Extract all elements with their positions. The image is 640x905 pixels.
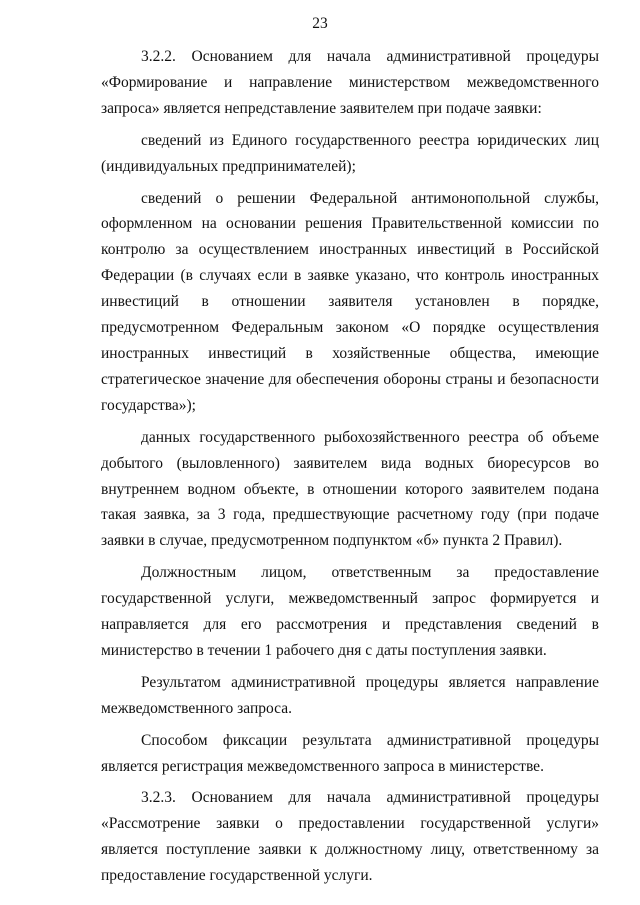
paragraph-fishery-registry-item: данных государственного рыбохозяйственного реестра об объеме добытого (выловленного) заявителем вида водных биоресурсов во внутреннем водном объекте, в отношении которого заявителем подана такая заявка, за 3 года, предшествующие расчетному году (при подаче заявки в случае, предусмотренном подпунктом «б» пункта 2 Правил).: [101, 428, 599, 550]
paragraph-result-fixation: Способом фиксации результата административной процедуры является регистрация межведомственного запроса в министерстве.: [101, 731, 599, 775]
paragraph-procedure-result: Результатом административной процедуры является направление межведомственного запроса.: [101, 673, 599, 717]
page-number: 23: [312, 15, 328, 32]
paragraph-3-2-2-intro: 3.2.2. Основанием для начала административной процедуры «Формирование и направление министерством межведомственного запроса» является непредставление заявителем при подаче заявки:: [101, 48, 599, 117]
paragraph-3-2-3-intro: 3.2.3. Основанием для начала административной процедуры «Рассмотрение заявки о предоставлении государственной услуги» является поступление заявки к должностному лицу, ответственному за предоставление государственной услуги.: [101, 789, 599, 885]
paragraph-egrul-item: сведений из Единого государственного реестра юридических лиц (индивидуальных предпринимателей);: [101, 131, 599, 175]
document-body: [101, 44, 599, 895]
paragraph-official-request: Должностным лицом, ответственным за предоставление государственной услуги, межведомственный запрос формируется и направляется для его рассмотрения и представления сведений в министерство в течении 1 рабочего дня с даты поступления заявки.: [101, 564, 599, 659]
paragraph-fas-item: сведений о решении Федеральной антимонопольной службы, оформленном на основании решения Правительственной комиссии по контролю за осуществлением иностранных инвестиций в Российской Федерации (в случаях если в заявке указано, что контроль иностранных инвестиций в отношении заявителя установлен в порядке, предусмотренном Федеральным законом «О порядке осуществления иностранных инвестиций в хозяйственные общества, имеющие стратегическое значение для обеспечения обороны страны и безопасности государства»);: [101, 189, 599, 414]
